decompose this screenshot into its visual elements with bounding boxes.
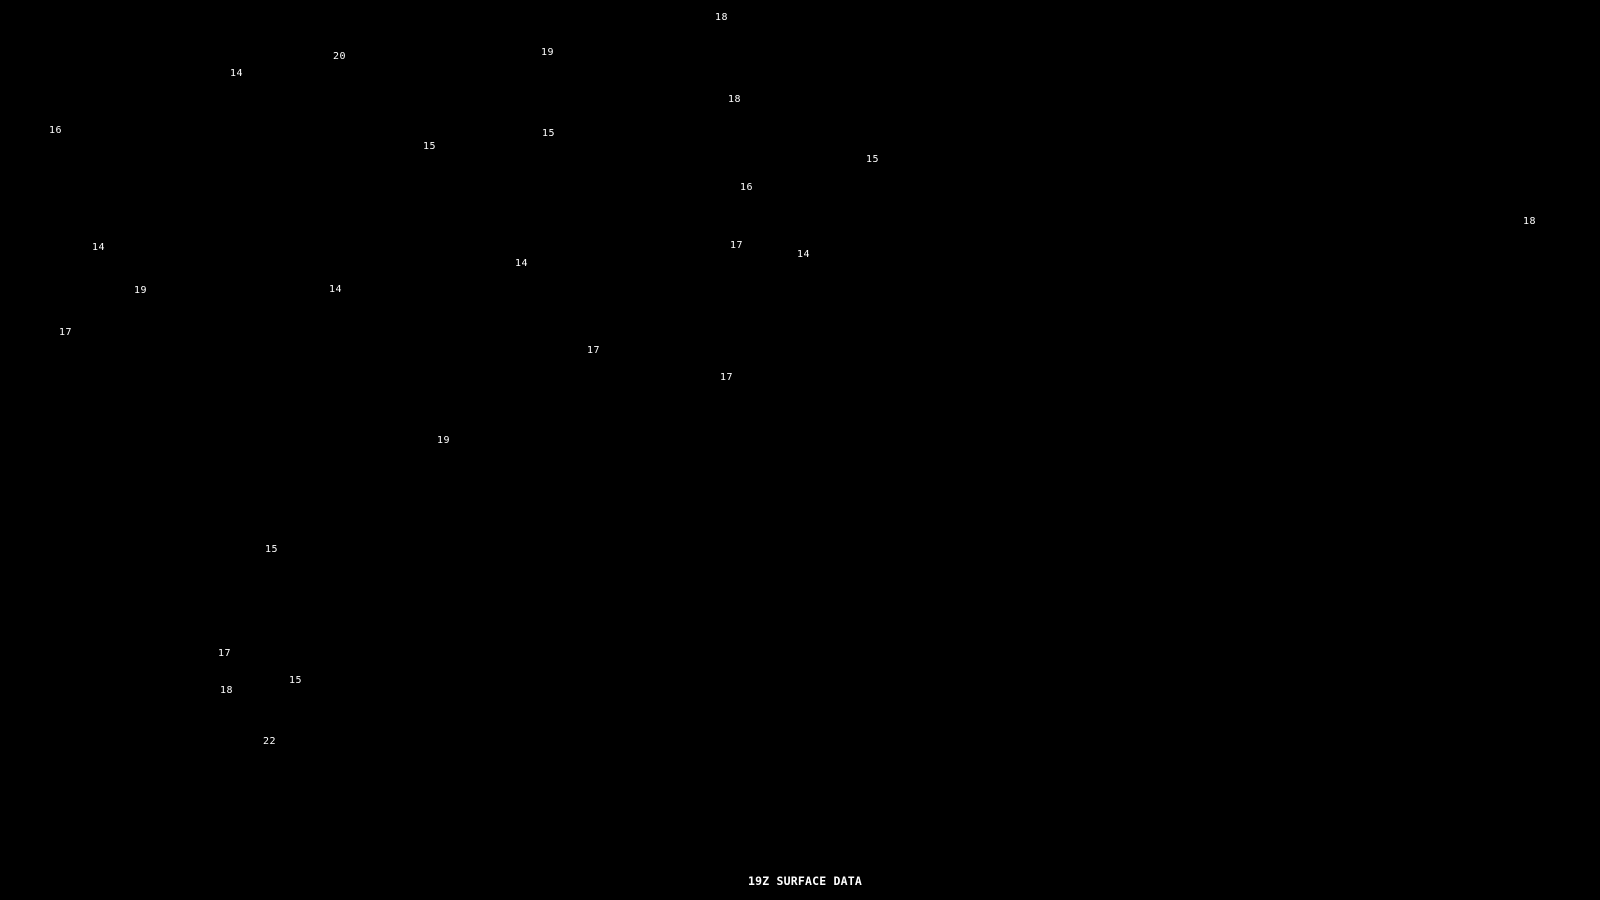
station-value: 17 xyxy=(720,372,734,383)
station-value: 17 xyxy=(218,648,232,659)
station-value: 14 xyxy=(92,242,106,253)
station-value: 18 xyxy=(728,94,742,105)
station-value: 18 xyxy=(715,12,729,23)
station-value: 14 xyxy=(515,258,529,269)
station-value: 19 xyxy=(541,47,555,58)
station-value: 15 xyxy=(866,154,880,165)
station-value: 20 xyxy=(333,51,347,62)
station-value: 14 xyxy=(230,68,244,79)
station-value: 17 xyxy=(730,240,744,251)
station-value: 15 xyxy=(265,544,279,555)
station-value: 17 xyxy=(59,327,73,338)
station-value: 14 xyxy=(797,249,811,260)
plot-title: 19Z SURFACE DATA xyxy=(748,874,862,888)
station-value: 14 xyxy=(329,284,343,295)
station-value: 15 xyxy=(423,141,437,152)
station-value: 19 xyxy=(134,285,148,296)
station-value: 19 xyxy=(437,435,451,446)
station-value: 17 xyxy=(587,345,601,356)
station-value: 18 xyxy=(1523,216,1537,227)
station-value: 16 xyxy=(740,182,754,193)
station-value: 16 xyxy=(49,125,63,136)
station-value: 15 xyxy=(289,675,303,686)
station-value: 18 xyxy=(220,685,234,696)
station-value: 15 xyxy=(542,128,556,139)
station-value: 22 xyxy=(263,736,277,747)
